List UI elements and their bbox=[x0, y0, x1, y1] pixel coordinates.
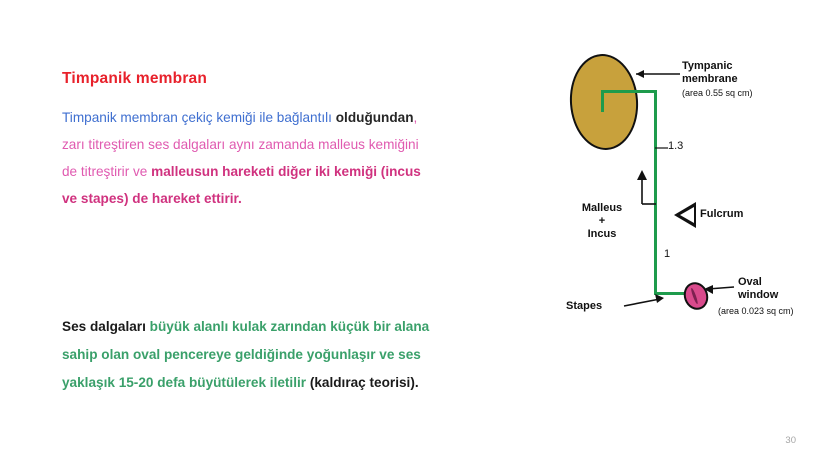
malleus-incus-label bbox=[570, 202, 634, 241]
p1-l3-seg-1: de titreştirir ve bbox=[62, 164, 152, 179]
ear-lever-diagram bbox=[556, 44, 806, 344]
paragraph-two-line-3 bbox=[62, 369, 542, 397]
paragraph-one-line-2 bbox=[62, 131, 532, 158]
oval-label-line-1: Oval bbox=[738, 276, 762, 288]
p1-l1-seg-2: olduğundan bbox=[335, 110, 414, 125]
oval-window-area-label: (area 0.023 sq cm) bbox=[718, 306, 794, 316]
ratio-bottom-label: 1 bbox=[664, 248, 671, 260]
paragraph-one-line-1 bbox=[62, 104, 532, 131]
tympanic-area-label: (area 0.55 sq cm) bbox=[682, 88, 753, 98]
page-number: 30 bbox=[785, 435, 796, 446]
p1-l3-seg-2: malleusun hareketi diğer iki kemiği (incus bbox=[151, 164, 421, 179]
p2-l3-seg-2: (kaldıraç teorisi). bbox=[309, 375, 419, 390]
p2-l3-seg-1: yaklaşık 15-20 defa büyütülerek iletilir bbox=[62, 375, 310, 390]
malleus-label-line-1: Malleus bbox=[581, 202, 623, 214]
page-title: Timpanik membran bbox=[62, 70, 208, 87]
malleus-label-line-3: Incus bbox=[587, 228, 617, 240]
malleus-label-line-2: + bbox=[598, 215, 606, 227]
paragraph-two bbox=[62, 313, 542, 397]
paragraph-one-line-4 bbox=[62, 185, 532, 212]
paragraph-one bbox=[62, 104, 532, 212]
paragraph-two-line-2 bbox=[62, 341, 542, 369]
ratio-top-label: 1.3 bbox=[668, 140, 684, 152]
fulcrum-icon-inner bbox=[680, 207, 694, 223]
stapes-label: Stapes bbox=[566, 300, 603, 312]
p1-l2-seg-1: zarı titreştiren ses dalgaları aynı zamanda malleus kemiğini bbox=[62, 137, 419, 152]
tympanic-membrane-label bbox=[682, 60, 738, 86]
p2-l1-seg-1: Ses dalgaları bbox=[62, 319, 150, 334]
fulcrum-label: Fulcrum bbox=[700, 208, 744, 220]
p1-l4-seg-1: ve stapes) de hareket ettirir. bbox=[62, 191, 242, 206]
p2-l1-seg-2: büyük alanlı kulak zarından küçük bir alana bbox=[149, 319, 430, 334]
p2-l2-seg-1: sahip olan oval pencereye geldiğinde yoğunlaşır ve ses bbox=[62, 347, 421, 362]
p1-l1-seg-1: Timpanik membran çekiç kemiği ile bağlantılı bbox=[62, 110, 336, 125]
p1-l1-seg-3: , bbox=[413, 110, 418, 125]
text-column bbox=[62, 70, 532, 212]
paragraph-one-line-3 bbox=[62, 158, 532, 185]
tympanic-label-line-1: Tympanic bbox=[682, 60, 733, 72]
oval-window-label bbox=[738, 276, 778, 302]
paragraph-two-line-1 bbox=[62, 313, 542, 341]
oval-label-line-2: window bbox=[738, 289, 779, 301]
tympanic-label-line-2: membrane bbox=[682, 73, 738, 85]
